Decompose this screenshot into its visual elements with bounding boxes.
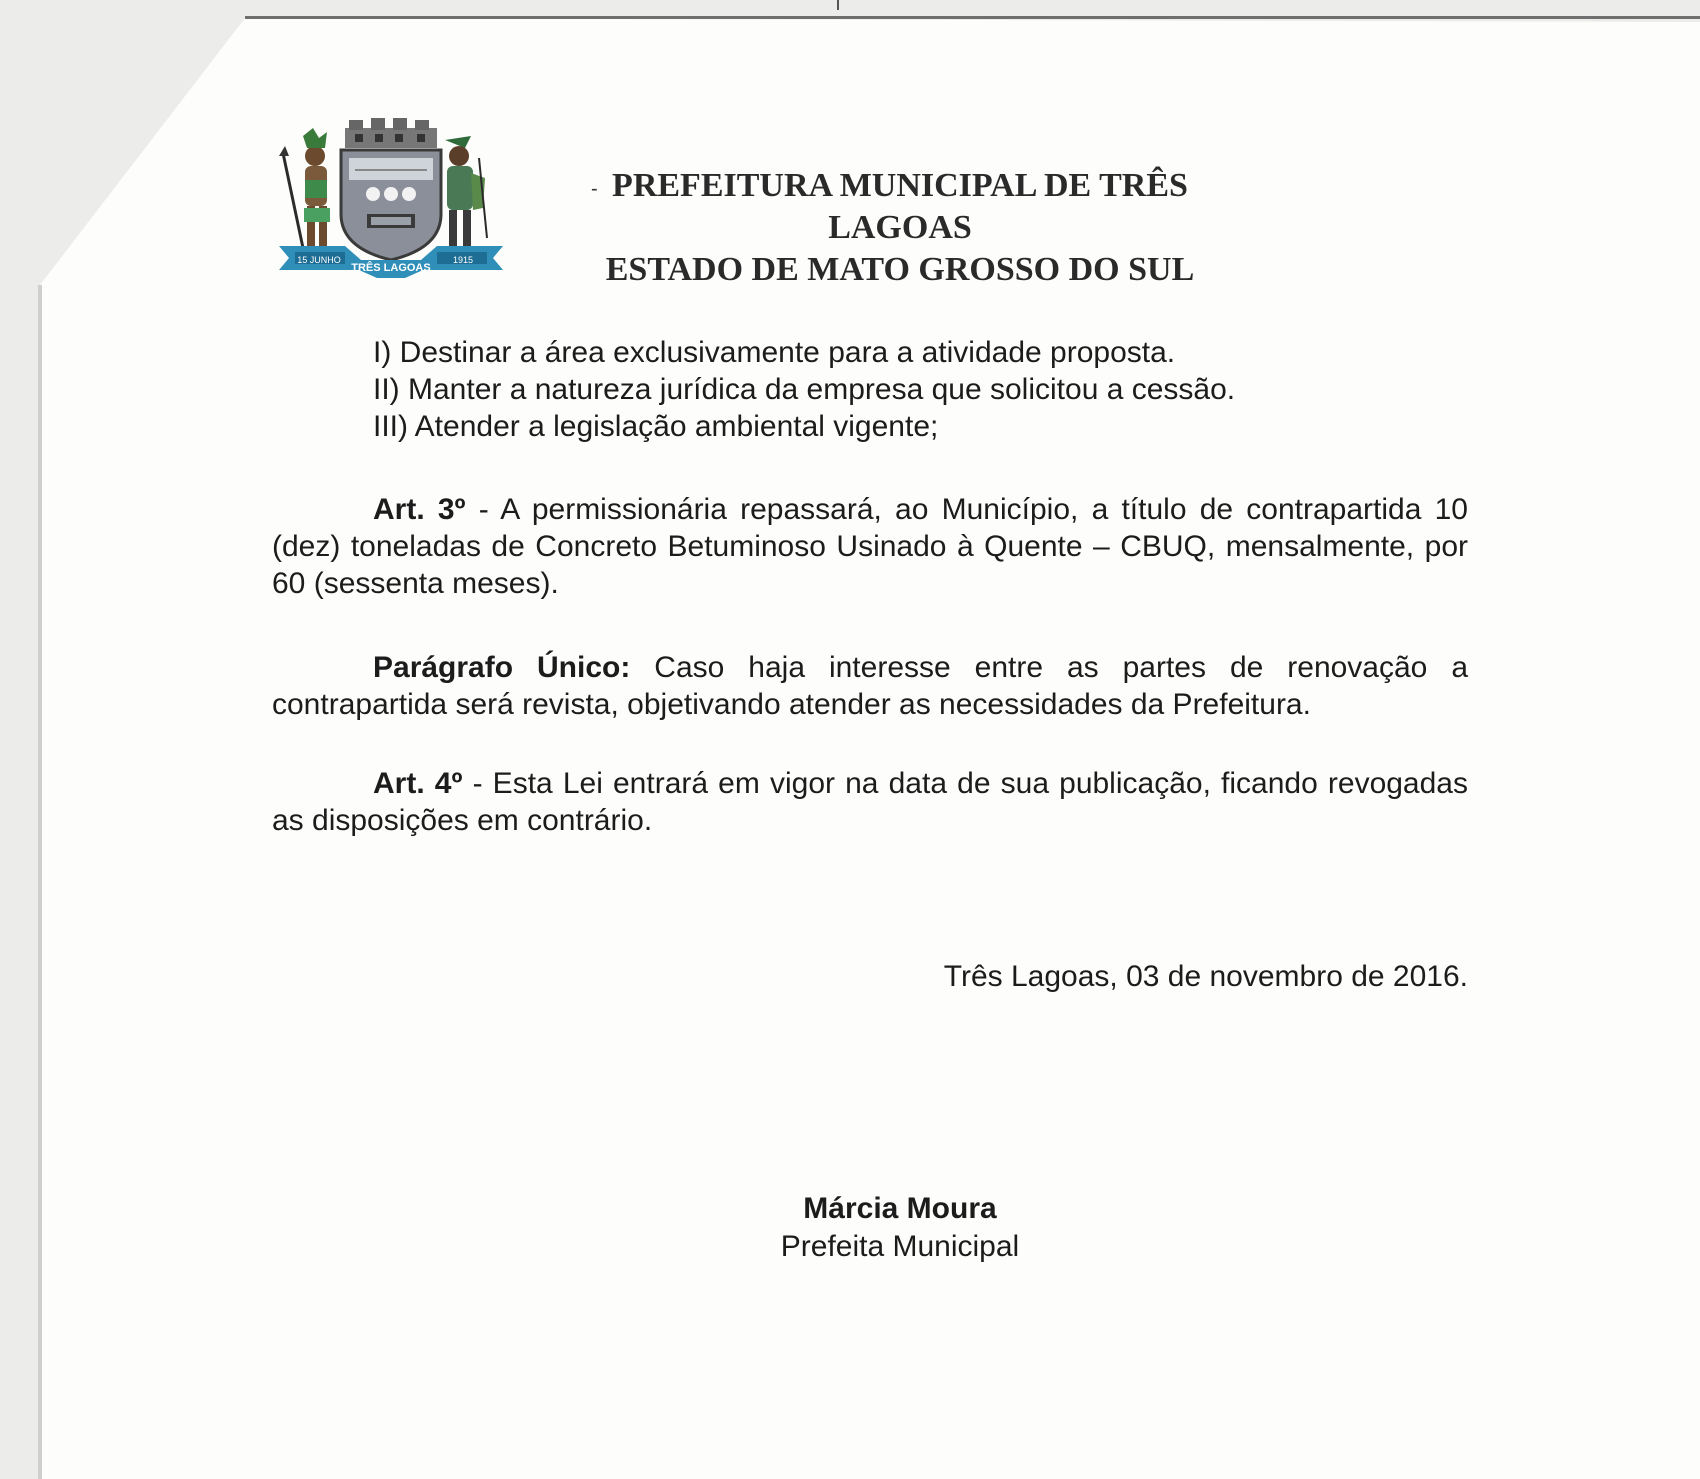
- article-3-label: Art. 3º: [373, 493, 466, 526]
- article-4-text: - Esta Lei entrará em vigor na data de sua publicação, ficando revogadas as disposições em contrário.: [272, 767, 1468, 837]
- list-item: I) Destinar a área exclusivamente para a atividade proposta.: [373, 336, 1176, 369]
- page-top-edge: [245, 16, 1700, 19]
- obligations-list: [373, 334, 1235, 445]
- letterhead-line-1: PREFEITURA MUNICIPAL DE TRÊS LAGOAS: [612, 167, 1188, 246]
- left-figure: [279, 128, 330, 248]
- page-left-edge: [38, 285, 42, 1479]
- mural-crown: [345, 118, 437, 148]
- signature-block: [600, 1190, 1200, 1266]
- paragrafo-unico-label: Parágrafo Único:: [373, 651, 631, 684]
- article-4-label: Art. 4º: [373, 767, 463, 800]
- signatory-name: Márcia Moura: [803, 1192, 997, 1225]
- shield: [341, 150, 441, 260]
- paragrafo-unico-text: Caso haja interesse entre as partes de renovação a contrapartida será revista, objetivando atender as necessidades da Prefeitura.: [272, 651, 1469, 721]
- article-4: [272, 765, 1468, 839]
- letterhead-line-2: ESTADO DE MATO GROSSO DO SUL: [605, 251, 1195, 288]
- paragrafo-unico: [272, 649, 1468, 723]
- article-3-text: - A permissionária repassará, ao Município, a título de contrapartida 10 (dez) toneladas de Concreto Betuminoso Usinado à Quente – CBUQ, mensalmente, por 60 (sessenta meses).: [272, 493, 1468, 600]
- coat-of-arms-logo: [275, 118, 507, 283]
- article-3: [272, 491, 1468, 602]
- page-top-mark: [837, 0, 839, 10]
- right-figure: [445, 136, 487, 246]
- list-item: III) Atender a legislação ambiental vigente;: [373, 410, 939, 443]
- ribbon-right-text: 1915: [452, 255, 474, 265]
- header-dash: -: [591, 178, 598, 200]
- letterhead: [590, 165, 1210, 291]
- ribbon-left-text: 15 JUNHO: [297, 255, 341, 265]
- ribbon-center-text: TRÊS LAGOAS: [351, 262, 431, 274]
- list-item: II) Manter a natureza jurídica da empresa que solicitou a cessão.: [373, 373, 1236, 406]
- signatory-title: Prefeita Municipal: [780, 1230, 1020, 1263]
- date-line: Três Lagoas, 03 de novembro de 2016.: [943, 960, 1468, 993]
